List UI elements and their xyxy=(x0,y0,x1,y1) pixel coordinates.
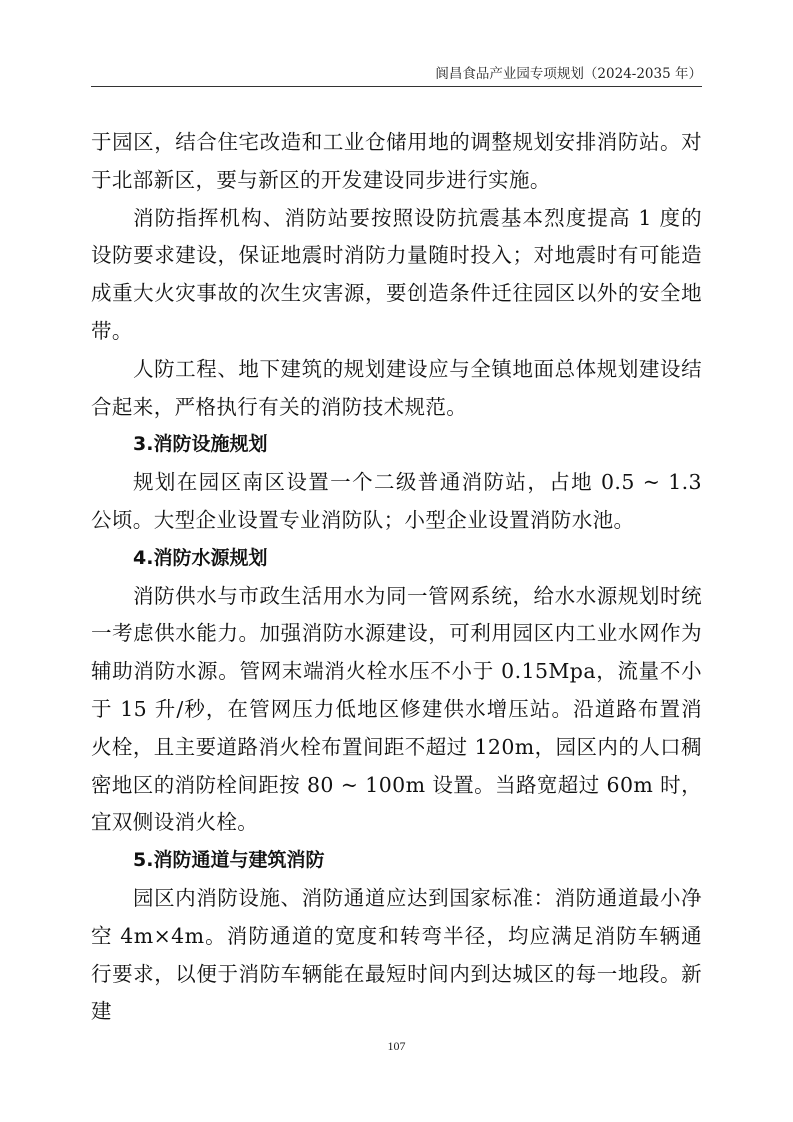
section-heading-facilities: 3.消防设施规划 xyxy=(133,433,268,456)
body-text xyxy=(91,124,702,1031)
paragraph-civil-defense: 人防工程、地下建筑的规划建设应与全镇地面总体规划建设结合起来，严格执行有关的消防技术规范。 xyxy=(91,356,702,419)
section-heading-fire-access: 5.消防通道与建筑消防 xyxy=(133,849,325,872)
section-heading-water-source: 4.消防水源规划 xyxy=(133,546,268,569)
paragraph-fire-lanes: 园区内消防设施、消防通道应达到国家标准：消防通道最小净空 4m×4m。消防通道的宽度和转弯半径，均应满足消防车辆通行要求，以便于消防车辆能在最短时间内到达城区的每一地段。新建 xyxy=(91,885,702,1024)
paragraph-water-supply: 消防供水与市政生活用水为同一管网系统，给水水源规划时统一考虑供水能力。加强消防水源建设，可利用园区内工业水网作为辅助消防水源。管网末端消火栓水压不小于 0.15Mpa，流量不小于 15 升/秒，在管网压力低地区修建供水增压站。沿道路布置消火栓，且主要道路消火栓布置间距不超过 120m，园区内的人口稠密地区的消防栓间距按 80 ~ 100m 设置。当路宽超过 60m 时，宜双侧设消火栓。 xyxy=(91,583,702,835)
paragraph-seismic-requirements: 消防指挥机构、消防站要按照设防抗震基本烈度提高 1 度的设防要求建设，保证地震时消防力量随时投入；对地震时有可能造成重大火灾事故的次生灾害源，要创造条件迁往园区以外的安全地带。 xyxy=(91,205,702,343)
running-header xyxy=(91,64,702,87)
page-number: 107 xyxy=(387,1039,406,1053)
document-title: 阆昌食品产业园专项规划（2024-2035 年） xyxy=(435,66,702,82)
paragraph-fire-station: 规划在园区南区设置一个二级普通消防站，占地 0.5 ~ 1.3 公顷。大型企业设置专业消防队；小型企业设置消防水池。 xyxy=(91,470,702,532)
paragraph-continuation: 于园区，结合住宅改造和工业仓储用地的调整规划安排消防站。对于北部新区，要与新区的开发建设同步进行实施。 xyxy=(91,130,702,192)
